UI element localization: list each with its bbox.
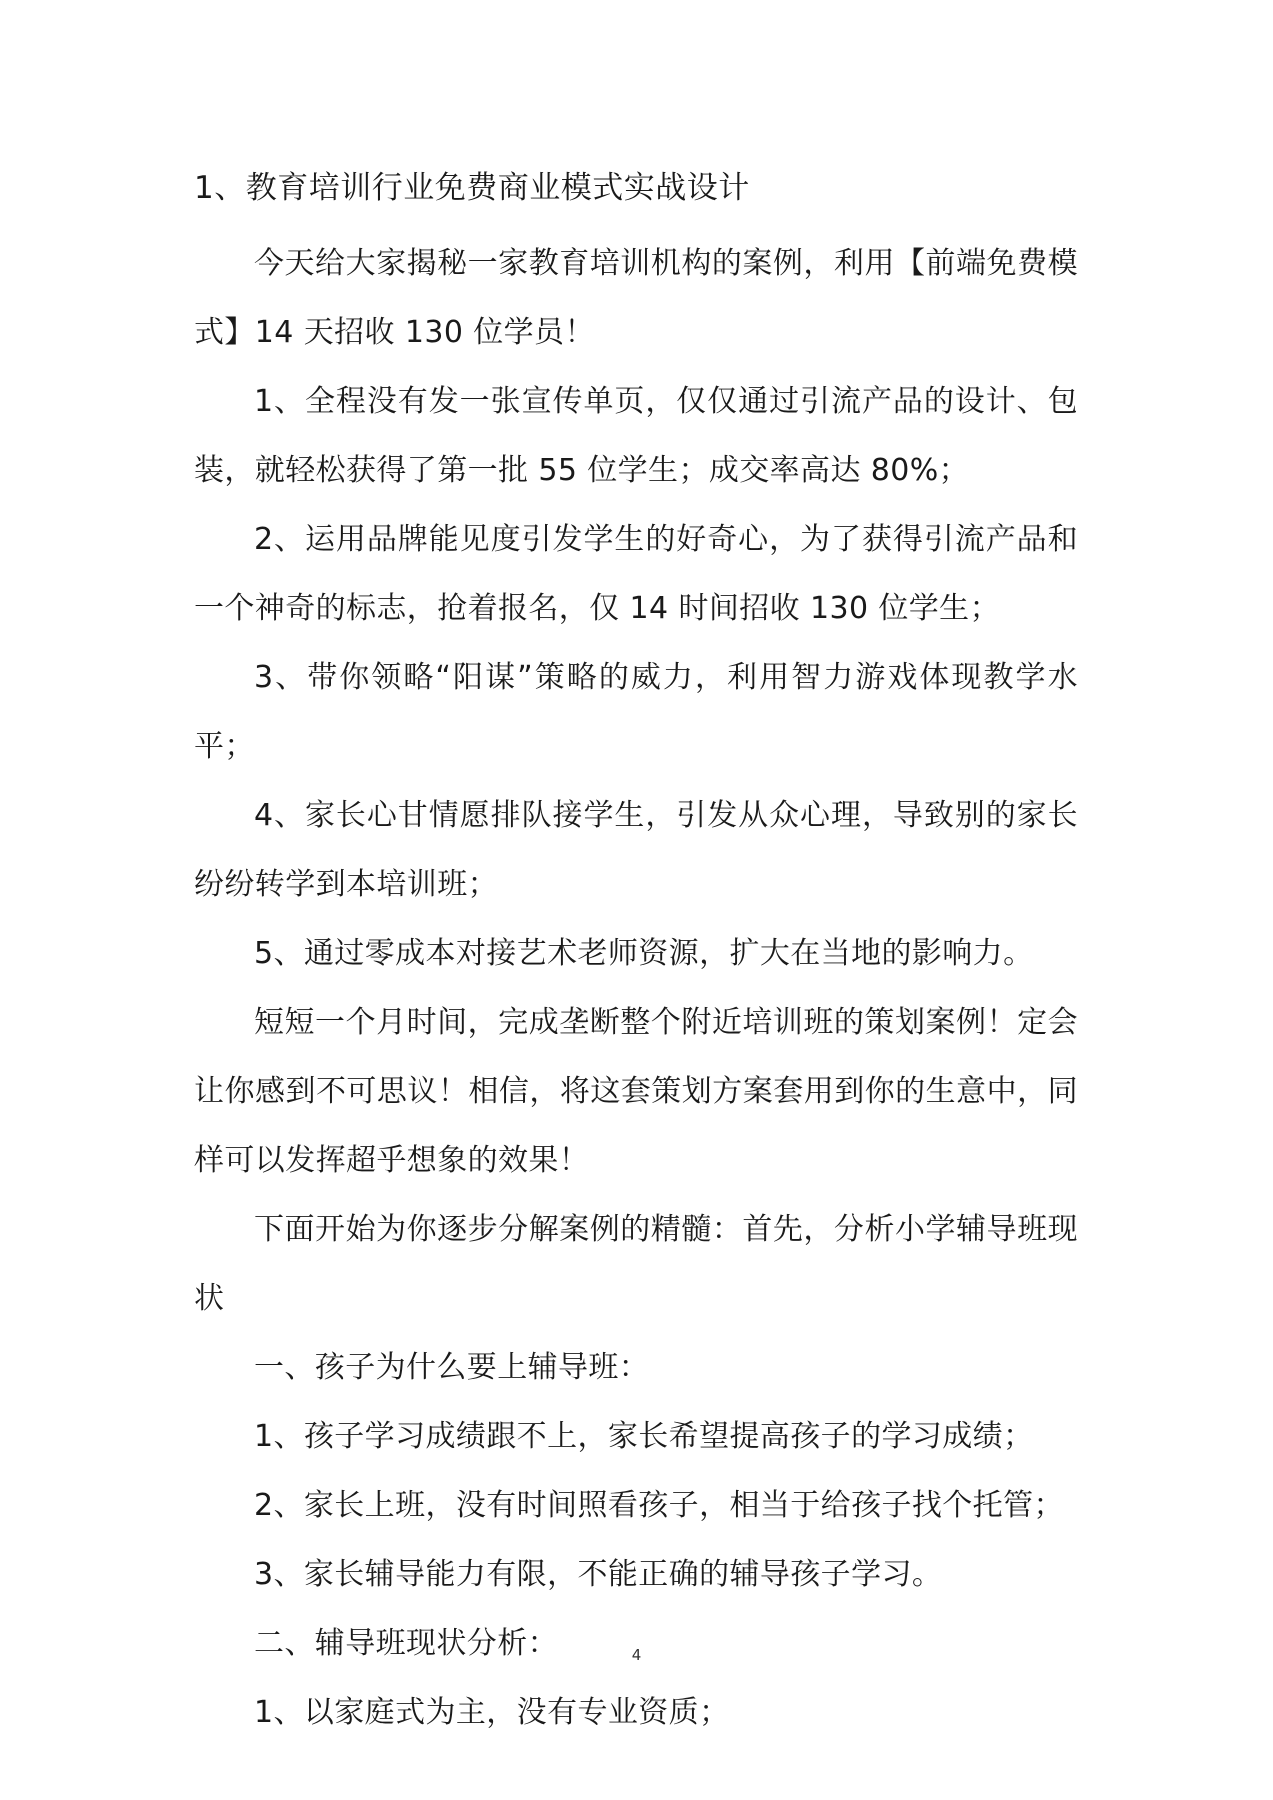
highlight-item-3: 3、带你领略“阳谋”策略的威力，利用智力游戏体现教学水平； bbox=[194, 660, 1078, 764]
subheading-why-tutoring: 一、孩子为什么要上辅导班： bbox=[254, 1350, 650, 1385]
document-body bbox=[194, 168, 1078, 1747]
highlight-item-1: 1、全程没有发一张宣传单页，仅仅通过引流产品的设计、包装，就轻松获得了第一批 55 位学生；成交率高达 80%； bbox=[194, 384, 1078, 488]
section-title: 1、教育培训行业免费商业模式实战设计 bbox=[194, 170, 750, 206]
highlight-item-2: 2、运用品牌能见度引发学生的好奇心，为了获得引流产品和一个神奇的标志，抢着报名，仅 14 时间招收 130 位学生； bbox=[194, 522, 1078, 626]
reason-item-1: 1、孩子学习成绩跟不上，家长希望提高孩子的学习成绩； bbox=[254, 1419, 1034, 1454]
intro-paragraph: 今天给大家揭秘一家教育培训机构的案例，利用【前端免费模式】14 天招收 130 位学员！ bbox=[194, 246, 1078, 350]
subheading-status-analysis: 二、辅导班现状分析： bbox=[254, 1626, 558, 1661]
status-item-1: 1、以家庭式为主，没有专业资质； bbox=[254, 1695, 730, 1730]
reason-item-2: 2、家长上班，没有时间照看孩子，相当于给孩子找个托管； bbox=[254, 1488, 1064, 1523]
highlight-item-4: 4、家长心甘情愿排队接学生，引发从众心理，导致别的家长纷纷转学到本培训班； bbox=[194, 798, 1078, 902]
page-number: 4 bbox=[631, 1646, 642, 1664]
summary-paragraph: 短短一个月时间，完成垄断整个附近培训班的策划案例！定会让你感到不可思议！相信，将这套策划方案套用到你的生意中，同样可以发挥超乎想象的效果！ bbox=[194, 1005, 1078, 1178]
analysis-intro-paragraph: 下面开始为你逐步分解案例的精髓：首先，分析小学辅导班现状 bbox=[194, 1212, 1078, 1316]
highlight-item-5: 5、通过零成本对接艺术老师资源，扩大在当地的影响力。 bbox=[254, 936, 1034, 971]
reason-item-3: 3、家长辅导能力有限，不能正确的辅导孩子学习。 bbox=[254, 1557, 943, 1592]
title-spacer bbox=[194, 208, 1078, 229]
